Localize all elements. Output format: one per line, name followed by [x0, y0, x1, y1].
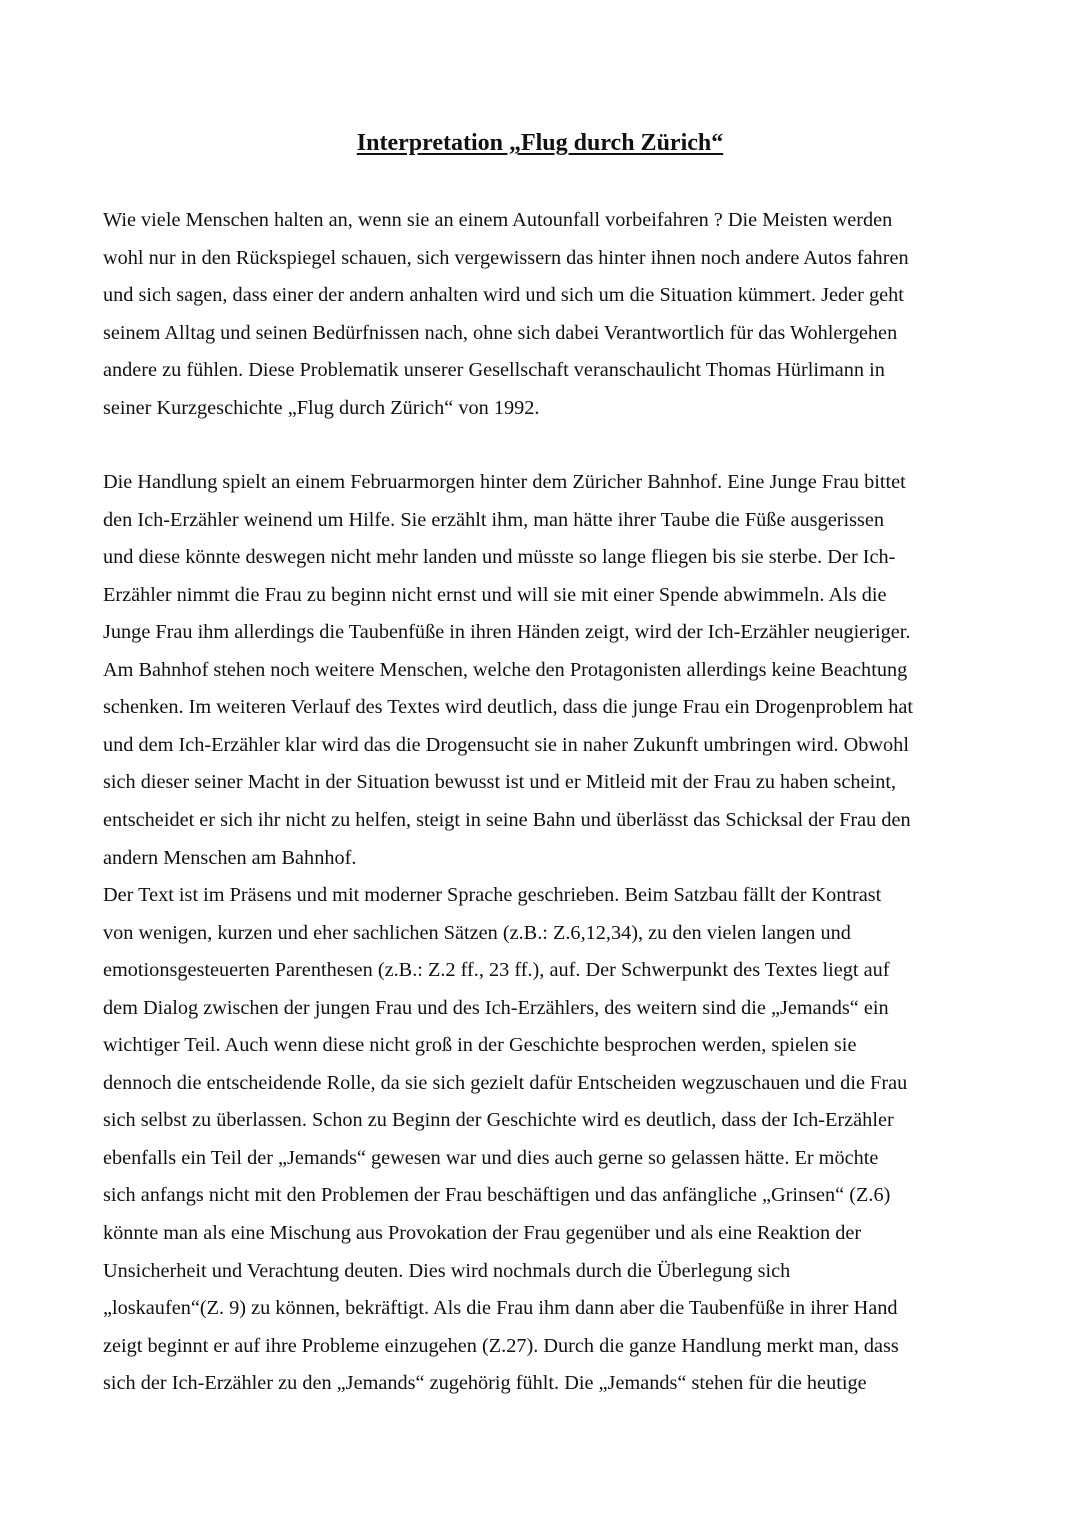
- text-line: Am Bahnhof stehen noch weitere Menschen, welche den Protagonisten allerdings keine Beachtung: [103, 658, 908, 681]
- title-text: Interpretation „Flug durch Zürich“: [356, 130, 724, 156]
- text-line: Wie viele Menschen halten an, wenn sie an einem Autounfall vorbeifahren ? Die Meisten werden: [103, 209, 893, 231]
- text-line: wichtiger Teil. Auch wenn diese nicht groß in der Geschichte besprochen werden, spielen sie: [103, 1034, 857, 1057]
- text-line: Junge Frau ihm allerdings die Taubenfüße in ihren Händen zeigt, wird der Ich-Erzähler neugieriger.: [103, 621, 911, 644]
- text-line: und diese könnte deswegen nicht mehr landen und müsste so lange fliegen bis sie sterbe. Der Ich-: [103, 546, 896, 569]
- text-line: sich dieser seiner Macht in der Situation bewusst ist und er Mitleid mit der Frau zu haben scheint,: [103, 771, 897, 794]
- text-line: andere zu fühlen. Diese Problematik unserer Gesellschaft veranschaulicht Thomas Hürlimann in: [103, 359, 885, 382]
- text-line: Unsicherheit und Verachtung deuten. Dies wird nochmals durch die Überlegung sich: [103, 1259, 791, 1282]
- text-line: sich selbst zu überlassen. Schon zu Beginn der Geschichte wird es deutlich, dass der Ich-Erzähler: [103, 1109, 894, 1132]
- text-line: und dem Ich-Erzähler klar wird das die Drogensucht sie in naher Zukunft umbringen wird. Obwohl: [103, 733, 909, 756]
- text-line: seinem Alltag und seinen Bedürfnissen nach, ohne sich dabei Verantwortlich für das Wohlergehen: [103, 321, 898, 344]
- text-line: den Ich-Erzähler weinend um Hilfe. Sie erzählt ihm, man hätte ihrer Taube die Füße ausgerissen: [103, 508, 885, 531]
- text-line: könnte man als eine Mischung aus Provokation der Frau gegenüber und als eine Reaktion der: [103, 1221, 862, 1244]
- text-line: Erzähler nimmt die Frau zu beginn nicht ernst und will sie mit einer Spende abwimmeln. Als die: [103, 583, 887, 606]
- text-line: dennoch die entscheidende Rolle, da sie sich gezielt dafür Entscheiden wegzuschauen und die Frau: [103, 1071, 908, 1094]
- text-line: sich anfangs nicht mit den Problemen der Frau beschäftigen und das anfängliche „Grinsen“ (Z.6): [103, 1184, 891, 1207]
- text-line: Der Text ist im Präsens und mit moderner Sprache geschrieben. Beim Satzbau fällt der Kontrast: [103, 884, 882, 906]
- text-line: ebenfalls ein Teil der „Jemands“ gewesen war und dies auch gerne so gelassen hätte. Er möchte: [103, 1146, 879, 1169]
- text-line: sich der Ich-Erzähler zu den „Jemands“ zugehörig fühlt. Die „Jemands“ stehen für die heutige: [103, 1372, 867, 1395]
- document-title: [0, 128, 1080, 158]
- text-line: dem Dialog zwischen der jungen Frau und des Ich-Erzählers, des weitern sind die „Jemands“ ein: [103, 996, 889, 1019]
- text-line: von wenigen, kurzen und eher sachlichen Sätzen (z.B.: Z.6,12,34), zu den vielen langen und: [103, 921, 851, 944]
- text-line: „loskaufen“(Z. 9) zu können, bekräftigt. Als die Frau ihm dann aber die Taubenfüße in ihrer Hand: [103, 1297, 898, 1320]
- text-line: schenken. Im weiteren Verlauf des Textes wird deutlich, dass die junge Frau ein Drogenproblem hat: [103, 696, 913, 719]
- text-line: entscheidet er sich ihr nicht zu helfen, steigt in seine Bahn und überlässt das Schicksal der Frau den: [103, 808, 911, 831]
- text-line: und sich sagen, dass einer der andern anhalten wird und sich um die Situation kümmert. Jeder geht: [103, 284, 904, 307]
- text-line: wohl nur in den Rückspiegel schauen, sich vergewissern das hinter ihnen noch andere Autos fahren: [103, 246, 909, 269]
- text-line: andern Menschen am Bahnhof.: [103, 846, 357, 869]
- text-line: zeigt beginnt er auf ihre Probleme einzugehen (Z.27). Durch die ganze Handlung merkt man, dass: [103, 1334, 899, 1357]
- text-line: emotionsgesteuerten Parenthesen (z.B.: Z.2 ff., 23 ff.), auf. Der Schwerpunkt des Textes liegt auf: [103, 959, 890, 982]
- text-line: Die Handlung spielt an einem Februarmorgen hinter dem Züricher Bahnhof. Eine Junge Frau bittet: [103, 471, 906, 493]
- text-line: seiner Kurzgeschichte „Flug durch Zürich“ von 1992.: [103, 396, 540, 419]
